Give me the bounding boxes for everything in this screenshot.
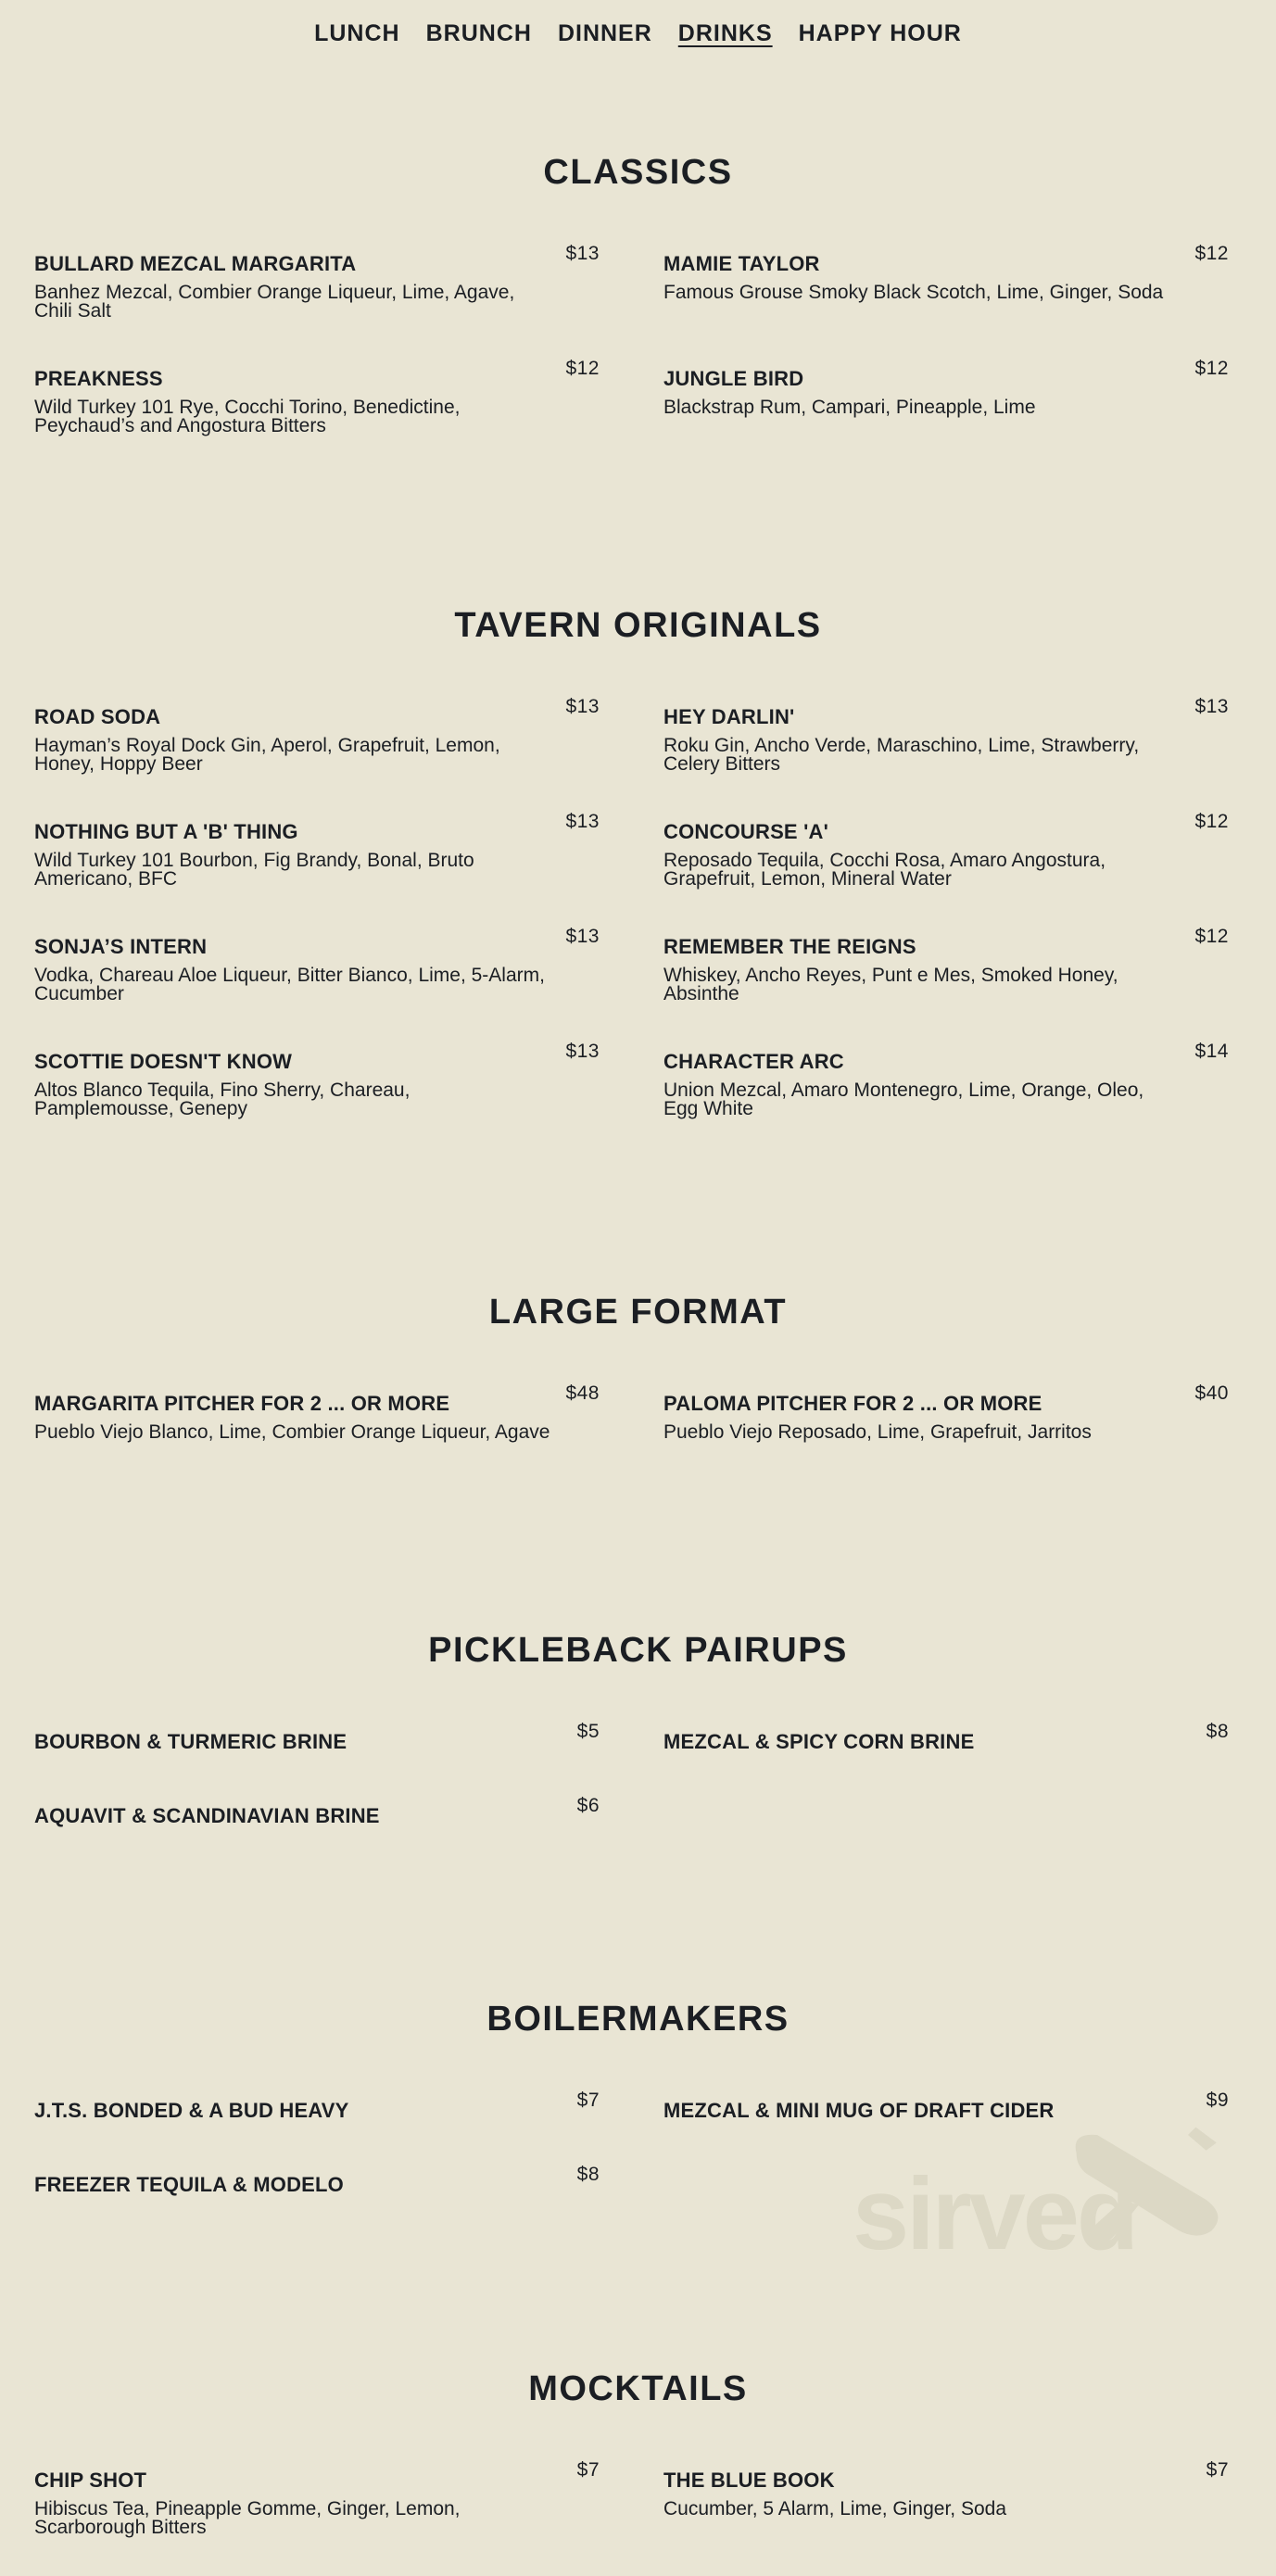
menu-item-description: Reposado Tequila, Cocchi Rosa, Amaro Angostura, Grapefruit, Lemon, Mineral Water bbox=[663, 850, 1106, 890]
menu-item bbox=[663, 358, 1229, 418]
menu-item-name: SCOTTIE DOESN'T KNOW bbox=[34, 1050, 293, 1073]
menu-item bbox=[663, 1721, 1229, 1754]
menu-item-description: Cucumber, 5 Alarm, Lime, Ginger, Soda bbox=[663, 2498, 1007, 2519]
menu-item-price: $8 bbox=[576, 2164, 600, 2185]
menu-item-name: MARGARITA PITCHER FOR 2 ... OR MORE bbox=[34, 1392, 450, 1415]
menu-item-price: $6 bbox=[576, 1795, 600, 1816]
menu-item-price: $12 bbox=[1194, 243, 1229, 264]
menu-item-name: REMEMBER THE REIGNS bbox=[663, 935, 916, 958]
menu-item bbox=[34, 2090, 600, 2123]
menu-item-price: $13 bbox=[565, 243, 600, 264]
menu-item-description: Hibiscus Tea, Pineapple Gomme, Ginger, Lemon, Scarborough Bitters bbox=[34, 2498, 461, 2538]
menu-item-name: CONCOURSE 'A' bbox=[663, 820, 829, 843]
menu-item-price: $7 bbox=[576, 2459, 600, 2481]
menu-item bbox=[663, 2090, 1229, 2123]
menu-item bbox=[34, 1041, 600, 1119]
menu-item-name: PREAKNESS bbox=[34, 367, 163, 390]
menu-item-description: Pueblo Viejo Blanco, Lime, Combier Orange Liqueur, Agave bbox=[34, 1421, 550, 1443]
menu-item bbox=[34, 243, 600, 322]
menu-item-name: THE BLUE BOOK bbox=[663, 2469, 835, 2492]
section-heading-boilermakers: BOILERMAKERS bbox=[486, 2000, 790, 2039]
menu-item-price: $13 bbox=[565, 926, 600, 947]
menu-item-price: $12 bbox=[1194, 358, 1229, 379]
menu-item bbox=[34, 1721, 600, 1754]
menu-item-description: Famous Grouse Smoky Black Scotch, Lime, Ginger, Soda bbox=[663, 282, 1164, 303]
menu-item-description: Hayman’s Royal Dock Gin, Aperol, Grapefruit, Lemon, Honey, Hoppy Beer bbox=[34, 735, 500, 775]
menu-item-price: $9 bbox=[1206, 2090, 1229, 2111]
menu-item bbox=[34, 2459, 600, 2538]
menu-item-description: Whiskey, Ancho Reyes, Punt e Mes, Smoked Honey, Absinthe bbox=[663, 965, 1118, 1004]
menu-item-description: Vodka, Chareau Aloe Liqueur, Bitter Bianco, Lime, 5-Alarm, Cucumber bbox=[34, 965, 545, 1004]
nav-tab-dinner[interactable]: DINNER bbox=[557, 20, 652, 46]
menu-item bbox=[663, 1383, 1229, 1443]
menu-item bbox=[34, 926, 600, 1004]
menu-item-name: J.T.S. BONDED & A BUD HEAVY bbox=[34, 2099, 349, 2122]
menu-item-price: $13 bbox=[565, 696, 600, 717]
sirved-logo-watermark-icon bbox=[1066, 2122, 1232, 2252]
menu-item-name: MAMIE TAYLOR bbox=[663, 252, 820, 275]
menu-item-price: $7 bbox=[1206, 2459, 1229, 2481]
menu-item-price: $14 bbox=[1194, 1041, 1229, 1062]
section-heading-tavern-originals: TAVERN ORIGINALS bbox=[454, 606, 822, 645]
menu-item-name: HEY DARLIN' bbox=[663, 705, 795, 728]
menu-item bbox=[663, 696, 1229, 775]
menu-item bbox=[34, 811, 600, 890]
menu-item bbox=[34, 1383, 600, 1443]
menu-item bbox=[34, 1795, 600, 1828]
menu-item-name: NOTHING BUT A 'B' THING bbox=[34, 820, 298, 843]
menu-item-name: CHIP SHOT bbox=[34, 2469, 147, 2492]
menu-item bbox=[663, 243, 1229, 303]
menu-item-name: AQUAVIT & SCANDINAVIAN BRINE bbox=[34, 1804, 380, 1827]
menu-item bbox=[663, 1041, 1229, 1119]
menu-category-nav bbox=[0, 20, 1276, 47]
menu-item-price: $12 bbox=[1194, 926, 1229, 947]
menu-item-description: Union Mezcal, Amaro Montenegro, Lime, Orange, Oleo, Egg White bbox=[663, 1080, 1144, 1119]
menu-item-description: Roku Gin, Ancho Verde, Maraschino, Lime, Strawberry, Celery Bitters bbox=[663, 735, 1140, 775]
section-heading-large-format: LARGE FORMAT bbox=[488, 1293, 788, 1332]
menu-item bbox=[663, 811, 1229, 890]
menu-item-price: $5 bbox=[576, 1721, 600, 1742]
menu-item-description: Altos Blanco Tequila, Fino Sherry, Chareau, Pamplemousse, Genepy bbox=[34, 1080, 411, 1119]
menu-item-price: $12 bbox=[1194, 811, 1229, 832]
menu-item-price: $40 bbox=[1194, 1383, 1229, 1404]
nav-tab-happy-hour[interactable]: HAPPY HOUR bbox=[798, 20, 962, 46]
menu-item bbox=[34, 2164, 600, 2197]
menu-item-price: $48 bbox=[565, 1383, 600, 1404]
sirved-watermark: sirved bbox=[853, 2157, 1137, 2271]
menu-item-price: $8 bbox=[1206, 1721, 1229, 1742]
menu-item bbox=[34, 696, 600, 775]
menu-item-description: Banhez Mezcal, Combier Orange Liqueur, Lime, Agave, Chili Salt bbox=[34, 282, 515, 322]
menu-item bbox=[663, 926, 1229, 1004]
menu-item-description: Blackstrap Rum, Campari, Pineapple, Lime bbox=[663, 397, 1036, 418]
menu-item-name: ROAD SODA bbox=[34, 705, 161, 728]
section-heading-mocktails: MOCKTAILS bbox=[528, 2369, 748, 2408]
menu-item-price: $12 bbox=[565, 358, 600, 379]
menu-item-name: FREEZER TEQUILA & MODELO bbox=[34, 2173, 344, 2196]
section-heading-pickleback-pairups: PICKLEBACK PAIRUPS bbox=[428, 1631, 848, 1670]
menu-item-description: Pueblo Viejo Reposado, Lime, Grapefruit, Jarritos bbox=[663, 1421, 1092, 1443]
menu-item-name: PALOMA PITCHER FOR 2 ... OR MORE bbox=[663, 1392, 1042, 1415]
menu-item-description: Wild Turkey 101 Bourbon, Fig Brandy, Bonal, Bruto Americano, BFC bbox=[34, 850, 474, 890]
menu-item-name: BOURBON & TURMERIC BRINE bbox=[34, 1730, 347, 1753]
menu-item bbox=[34, 358, 600, 436]
menu-item bbox=[663, 2459, 1229, 2519]
menu-item-price: $13 bbox=[565, 1041, 600, 1062]
menu-item-name: JUNGLE BIRD bbox=[663, 367, 804, 390]
menu-item-name: SONJA’S INTERN bbox=[34, 935, 208, 958]
nav-tab-lunch[interactable]: LUNCH bbox=[314, 20, 400, 46]
menu-item-name: CHARACTER ARC bbox=[663, 1050, 844, 1073]
menu-item-price: $13 bbox=[565, 811, 600, 832]
menu-item-name: MEZCAL & MINI MUG OF DRAFT CIDER bbox=[663, 2099, 1055, 2122]
menu-item-name: MEZCAL & SPICY CORN BRINE bbox=[663, 1730, 975, 1753]
menu-item-price: $7 bbox=[576, 2090, 600, 2111]
menu-item-name: BULLARD MEZCAL MARGARITA bbox=[34, 252, 357, 275]
nav-tab-brunch[interactable]: BRUNCH bbox=[425, 20, 532, 46]
section-heading-classics: CLASSICS bbox=[543, 153, 733, 192]
menu-item-price: $13 bbox=[1194, 696, 1229, 717]
nav-tab-drinks[interactable]: DRINKS bbox=[677, 20, 773, 46]
menu-item-description: Wild Turkey 101 Rye, Cocchi Torino, Benedictine, Peychaud’s and Angostura Bitters bbox=[34, 397, 461, 436]
